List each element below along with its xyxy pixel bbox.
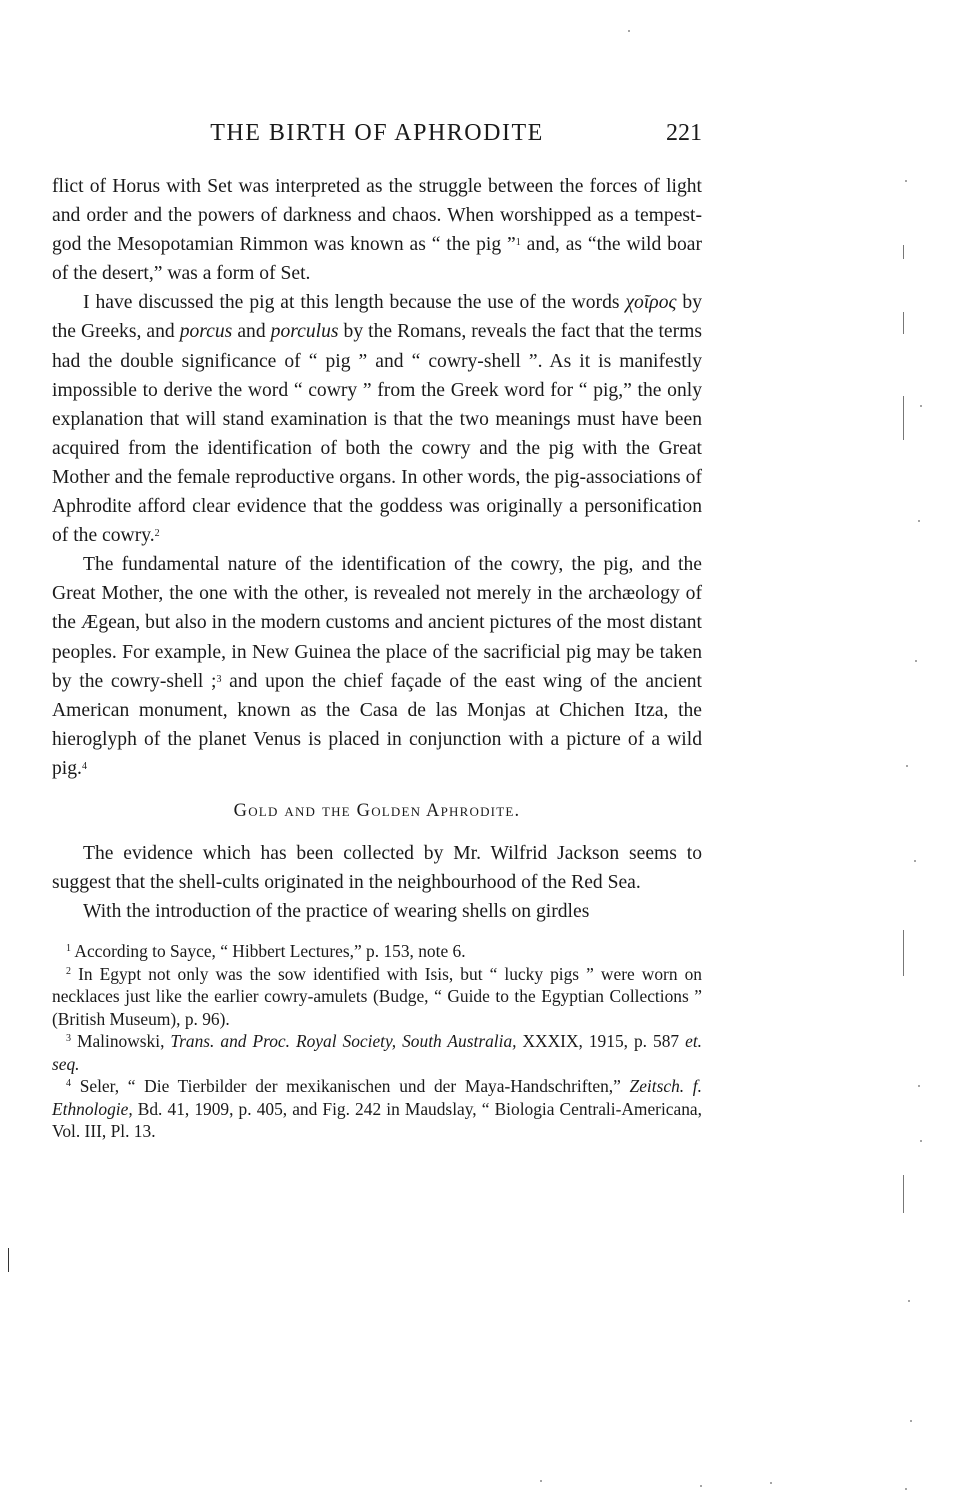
italic-text: porculus [270, 321, 339, 343]
text-run: and [232, 321, 271, 343]
page-number: 221 [666, 120, 702, 146]
italic-text: χoῖρoς [625, 292, 677, 314]
scan-margin-mark [903, 1175, 904, 1213]
paragraph [52, 839, 702, 897]
footnote-marker: 4 [81, 760, 87, 772]
paragraph [52, 172, 702, 288]
footnote-marker: 2 [66, 965, 71, 977]
text-run: I have discussed the pig at this length because the use of the words [83, 292, 626, 314]
scan-margin-mark [903, 245, 904, 259]
text-run: by the Romans, reveals the fact that the terms had the double significance of “ pig ” and “ cowry-shell ”. As it is manifestly impossible to derive the word “ cowry ” from the Greek word for “ pig,” the only explanation that will stand examination is that the two meanings must have been acquired from the identification of both the cowry and the pig with the Great Mother and the female reproductive organs. In other words, the pig-associations of Aphrodite afford clear evidence that the goddess was originally a personification of the cowry. [52, 321, 703, 547]
paragraph [52, 550, 702, 783]
running-title: THE BIRTH OF APHRODITE [210, 120, 544, 146]
paragraphs-before-heading [52, 172, 702, 783]
scan-dust-dot [914, 860, 916, 862]
scan-dust-dot [628, 30, 630, 32]
scan-dust-dot [915, 660, 917, 662]
footnote [52, 1030, 702, 1075]
footnotes [52, 940, 702, 1143]
text-run: Malinowski, [71, 1031, 171, 1052]
footnote-marker: 1 [515, 237, 521, 249]
italic-text: et. seq. [52, 1031, 702, 1074]
scan-dust-dot [905, 180, 907, 182]
body-text [52, 172, 702, 926]
text-run: The evidence which has been collected by Mr. Wilfrid Jackson seems to suggest that the shell-cults originated in the neighbourhood of the Red Sea. [52, 842, 702, 894]
text-run: Seler, “ Die Tierbilder der mexikanischen und der Maya-Handschriften,” [71, 1076, 630, 1097]
scan-dust-dot [920, 405, 922, 407]
scan-dust-dot [540, 1480, 542, 1482]
scan-margin-mark [8, 1248, 9, 1272]
italic-text: porcus [179, 321, 233, 343]
footnote [52, 1075, 702, 1143]
paragraph [52, 288, 702, 550]
footnote [52, 940, 702, 963]
text-run: In Egypt not only was the sow identified with Isis, but “ lucky pigs ” were worn on necklaces just like the earlier cowry-amulets (Budge, “ Guide to the Egyptian Collections ” (British Museum), p. 96). [52, 963, 702, 1029]
footnote [52, 963, 702, 1031]
scan-dust-dot [918, 1085, 920, 1087]
footnote-marker: 3 [216, 673, 222, 685]
section-heading: Gold and the Golden Aphrodite. [233, 800, 521, 821]
book-page [52, 120, 702, 1143]
scan-dust-dot [906, 765, 908, 767]
footnote-marker: 3 [66, 1033, 71, 1045]
scan-margin-mark [903, 312, 904, 334]
text-run: flict of Horus with Set was interpreted as the struggle between the forces of light and order and the powers of darkness and chaos. When worshipped as a tempest-god the Mesopotamian Rimmon was known as “ the pig ” [52, 176, 702, 256]
paragraphs-after-heading [52, 839, 702, 926]
scan-dust-dot [770, 1482, 772, 1484]
text-run: With the introduction of the practice of wearing shells on girdles [83, 901, 590, 923]
text-run: According to Sayce, “ Hibbert Lectures,” p. 153, note 6. [71, 941, 466, 962]
italic-text: Trans. and Proc. Royal Society, South Australia, [170, 1031, 517, 1052]
text-run: The fundamental nature of the identification of the cowry, the pig, and the Great Mother, the one with the other, is revealed not merely in the archæology of the Ægean, but also in the modern customs and ancient pictures of the most distant peoples. For example, in New Guinea the place of the sacrificial pig may be taken by the cowry-shell ; [52, 554, 702, 692]
text-run: and upon the chief façade of the east wing of the ancient American monument, known as the Casa de las Monjas at Chichen Itza, the hieroglyph of the planet Venus is placed in conjunction with a picture of a wild pig. [52, 670, 703, 779]
text-run: XXXIX, 1915, p. 587 [516, 1031, 686, 1052]
footnote-marker: 1 [66, 943, 71, 955]
italic-text: Zeitsch. f. Ethnologie, [52, 1076, 702, 1119]
text-run: and, as “the wild boar of the desert,” was a form of Set. [52, 234, 702, 285]
scan-dust-dot [918, 520, 920, 522]
scan-dust-dot [905, 1488, 907, 1490]
scan-dust-dot [920, 1140, 922, 1142]
footnote-marker: 2 [154, 528, 160, 540]
scan-dust-dot [910, 1420, 912, 1422]
scan-margin-mark [903, 930, 904, 976]
text-run: Bd. 41, 1909, p. 405, and Fig. 242 in Maudslay, “ Biologia Centrali-Americana, Vol. III, Pl. 13. [52, 1098, 702, 1142]
scan-dust-dot [908, 1300, 910, 1302]
running-head [52, 120, 702, 154]
scan-margin-mark [903, 396, 904, 440]
scan-dust-dot [700, 1485, 702, 1487]
footnote-marker: 4 [66, 1078, 71, 1090]
text-run: by the Greeks, and [52, 292, 702, 343]
paragraph [52, 897, 702, 926]
